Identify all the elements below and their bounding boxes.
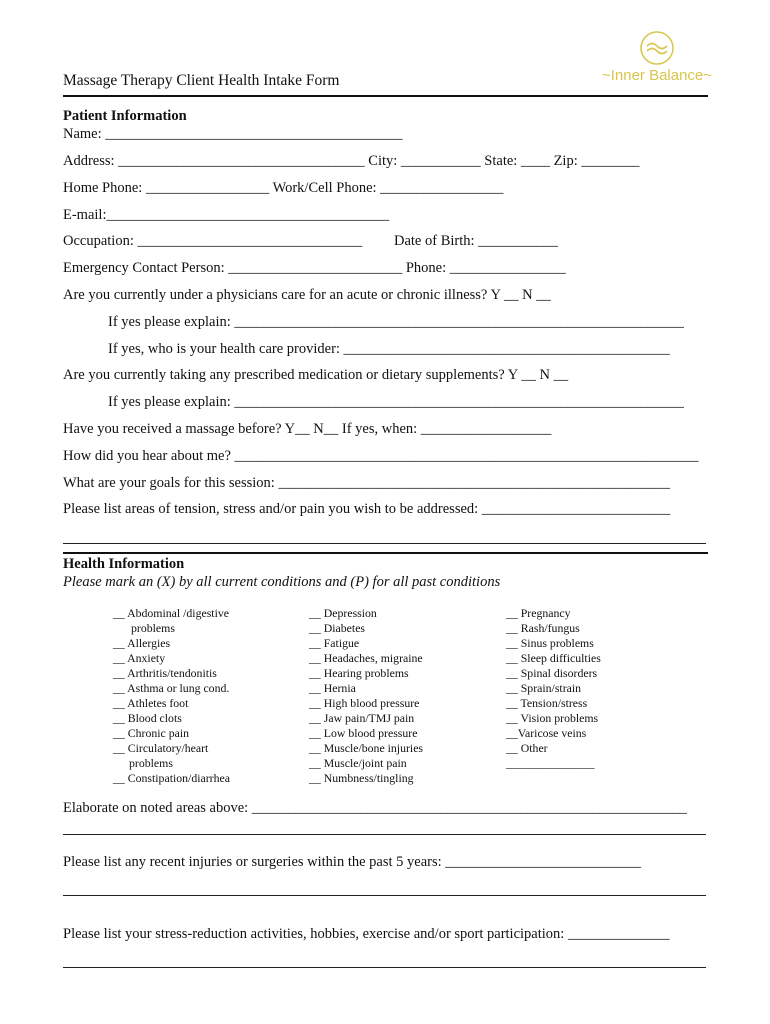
logo [592,26,722,90]
condition-item: problems [131,621,175,635]
tension-answer-line[interactable] [63,543,706,544]
condition-item[interactable]: __ Chronic pain [113,726,190,740]
patient-info-heading: Patient Information [63,108,187,124]
condition-item[interactable]: __ Depression [309,606,377,620]
condition-item[interactable]: __ Muscle/joint pain [309,756,407,770]
elaborate-field[interactable]: Elaborate on noted areas above: ____________________________________________________________ [63,800,687,816]
condition-item[interactable]: __ High blood pressure [309,696,420,710]
condition-item[interactable]: __ Circulatory/heart [113,741,209,755]
goals-question[interactable]: What are your goals for this session: ______________________________________________________ [63,475,670,491]
condition-item[interactable]: __ Headaches, migraine [309,651,423,665]
condition-item[interactable]: __ Abdominal /digestive [113,606,229,620]
condition-item[interactable]: __ Sleep difficulties [506,651,601,665]
address-field[interactable]: Address: __________________________________ City: ___________ State: ____ Zip: ________ [63,153,640,169]
conditions-column-2 [309,606,423,786]
health-instruction: Please mark an (X) by all current conditions and (P) for all past conditions [63,574,501,590]
condition-item[interactable]: __ Spinal disorders [506,666,598,680]
emergency-contact-field[interactable]: Emergency Contact Person: ________________________ Phone: ________________ [63,260,566,276]
injuries-answer-line[interactable] [63,895,706,896]
condition-item: problems [129,756,173,770]
condition-item[interactable]: __ Hearing problems [309,666,409,680]
elaborate-answer-line[interactable] [63,834,706,835]
condition-item[interactable]: __ Athletes foot [113,696,189,710]
stress-activities-field[interactable]: Please list your stress-reduction activities, hobbies, exercise and/or sport participation: ______________ [63,926,670,942]
condition-item[interactable]: __ Tension/stress [506,696,588,710]
form-title: Massage Therapy Client Health Intake Form [63,72,340,89]
logo-text: ~Inner Balance~ [601,67,713,84]
physician-question[interactable]: Are you currently under a physicians care for an acute or chronic illness? Y __ N __ [63,287,551,303]
conditions-column-1 [113,606,230,786]
provider-field[interactable]: If yes, who is your health care provider: _____________________________________________ [108,341,670,357]
condition-item[interactable]: __ Arthritis/tendonitis [113,666,217,680]
other-condition-line[interactable]: _______________ [506,756,595,770]
condition-item[interactable]: __ Asthma or lung cond. [113,681,230,695]
section-rule [63,552,708,554]
condition-item[interactable]: __ Jaw pain/TMJ pain [309,711,415,725]
condition-item[interactable]: __ Diabetes [309,621,366,635]
condition-item[interactable]: __ Vision problems [506,711,599,725]
email-field[interactable]: E-mail:_______________________________________ [63,207,390,223]
phone-fields[interactable]: Home Phone: _________________ Work/Cell Phone: _________________ [63,180,504,196]
condition-item[interactable]: __ Low blood pressure [309,726,418,740]
condition-item[interactable]: __ Other [506,741,548,755]
medication-question[interactable]: Are you currently taking any prescribed medication or dietary supplements? Y __ N __ [63,367,569,383]
occupation-field[interactable]: Occupation: _______________________________ [63,233,363,249]
conditions-column-3 [506,606,601,771]
condition-item[interactable]: __ Hernia [309,681,356,695]
condition-item[interactable]: __Varicose veins [506,726,587,740]
header-rule [63,95,708,97]
tension-question[interactable]: Please list areas of tension, stress and/or pain you wish to be addressed: __________________________ [63,501,671,517]
condition-item[interactable]: __ Muscle/bone injuries [309,741,424,755]
massage-question[interactable]: Have you received a massage before? Y__ N__ If yes, when: __________________ [63,421,552,437]
stress-answer-line[interactable] [63,967,706,968]
condition-item[interactable]: __ Sinus problems [506,636,594,650]
condition-item[interactable]: __ Allergies [113,636,171,650]
condition-item[interactable]: __ Fatigue [309,636,360,650]
name-field[interactable]: Name: _________________________________________ [63,126,403,142]
condition-item[interactable]: __ Blood clots [113,711,182,725]
condition-item[interactable]: __ Numbness/tingling [309,771,414,785]
condition-item[interactable]: __ Sprain/strain [506,681,582,695]
condition-item[interactable]: __ Anxiety [113,651,166,665]
condition-item[interactable]: __ Pregnancy [506,606,571,620]
health-info-heading: Health Information [63,556,185,572]
explain-field-2[interactable]: If yes please explain: ______________________________________________________________ [108,394,684,410]
dob-field[interactable]: Date of Birth: ___________ [394,233,558,249]
injuries-field[interactable]: Please list any recent injuries or surgeries within the past 5 years: ___________________________ [63,854,642,870]
condition-item[interactable]: __ Constipation/diarrhea [113,771,230,785]
explain-field-1[interactable]: If yes please explain: ______________________________________________________________ [108,314,684,330]
condition-item[interactable]: __ Rash/fungus [506,621,580,635]
hear-question[interactable]: How did you hear about me? ________________________________________________________________ [63,448,699,464]
